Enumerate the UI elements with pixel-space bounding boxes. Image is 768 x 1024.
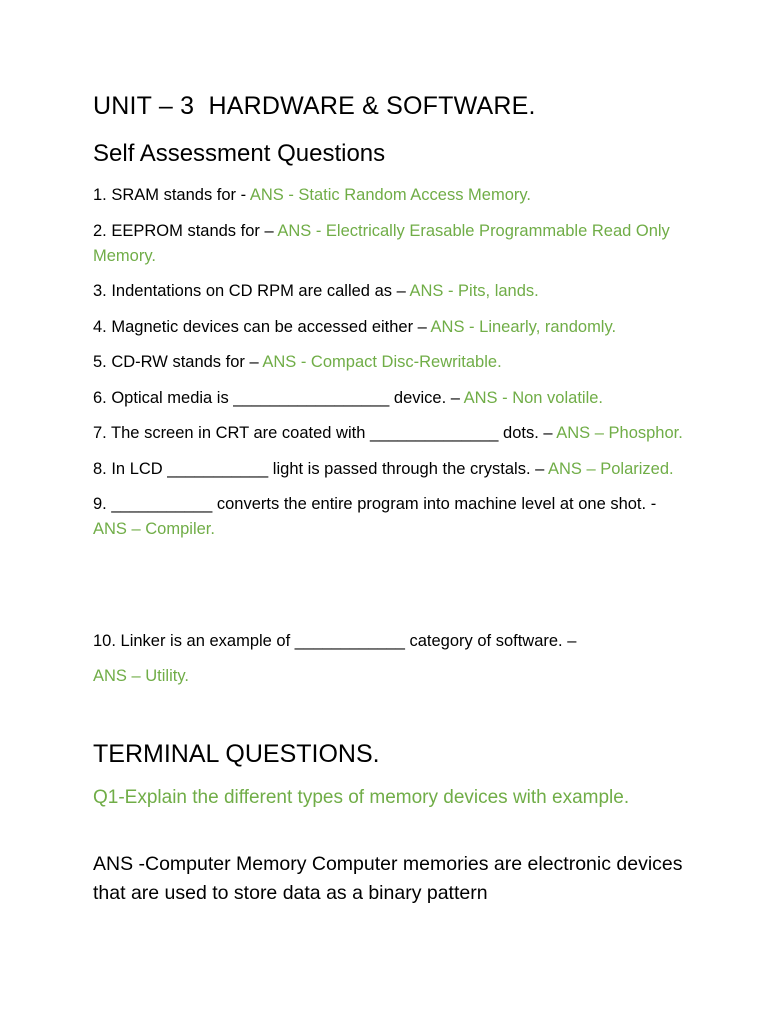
question-item — [93, 219, 683, 269]
question-text: 1. SRAM stands for - — [93, 186, 250, 204]
terminal-question-1: Q1-Explain the different types of memory devices with example. — [93, 787, 630, 808]
answer-text: ANS – Phosphor. — [556, 424, 683, 442]
question-text: 9. ___________ converts the entire program into machine level at one shot. - — [93, 495, 657, 513]
answer-text: ANS - Electrically Erasable Programmable Read Only Memory. — [93, 221, 670, 265]
question-item — [93, 279, 683, 304]
question-item — [93, 315, 683, 340]
question-text: 3. Indentations on CD RPM are called as – — [93, 282, 410, 300]
question-item — [93, 183, 683, 208]
question-text: 10. Linker is an example of ____________ category of software. – — [93, 632, 577, 650]
question-item — [93, 386, 683, 411]
answer-text: ANS - Pits, lands. — [409, 282, 539, 300]
question-item-10 — [93, 629, 683, 689]
question-text: 5. CD-RW stands for – — [93, 353, 263, 371]
answer-text: ANS - Non volatile. — [463, 388, 603, 407]
question-item — [93, 457, 683, 482]
answer-text: ANS – Polarized. — [547, 459, 674, 478]
answer-text: ANS - Linearly, randomly. — [430, 317, 617, 336]
document-page — [93, 0, 683, 1024]
answer-text: ANS – Compiler. — [93, 520, 215, 538]
section-heading-terminal: TERMINAL QUESTIONS. — [93, 740, 380, 768]
unit-title: UNIT – 3 HARDWARE & SOFTWARE. — [93, 92, 536, 120]
question-text: 8. In LCD ___________ light is passed through the crystals. – — [93, 459, 548, 478]
question-text: 4. Magnetic devices can be accessed either – — [93, 317, 431, 336]
question-item — [93, 350, 683, 375]
question-text: 6. Optical media is _________________ device. – — [93, 388, 464, 407]
question-item — [93, 421, 683, 446]
answer-text: ANS - Static Random Access Memory. — [249, 186, 532, 204]
terminal-answer-1: ANS -Computer Memory Computer memories are electronic devices that are used to store data as a binary pattern — [93, 853, 683, 904]
question-text: 7. The screen in CRT are coated with ______________ dots. – — [93, 424, 557, 442]
question-item — [93, 492, 683, 542]
answer-text: ANS – Utility. — [93, 667, 189, 685]
question-text: 2. EEPROM stands for – — [93, 221, 278, 240]
answer-text: ANS - Compact Disc-Rewritable. — [262, 353, 502, 371]
question-list — [93, 183, 683, 553]
section-heading-self-assessment: Self Assessment Questions — [93, 140, 386, 167]
